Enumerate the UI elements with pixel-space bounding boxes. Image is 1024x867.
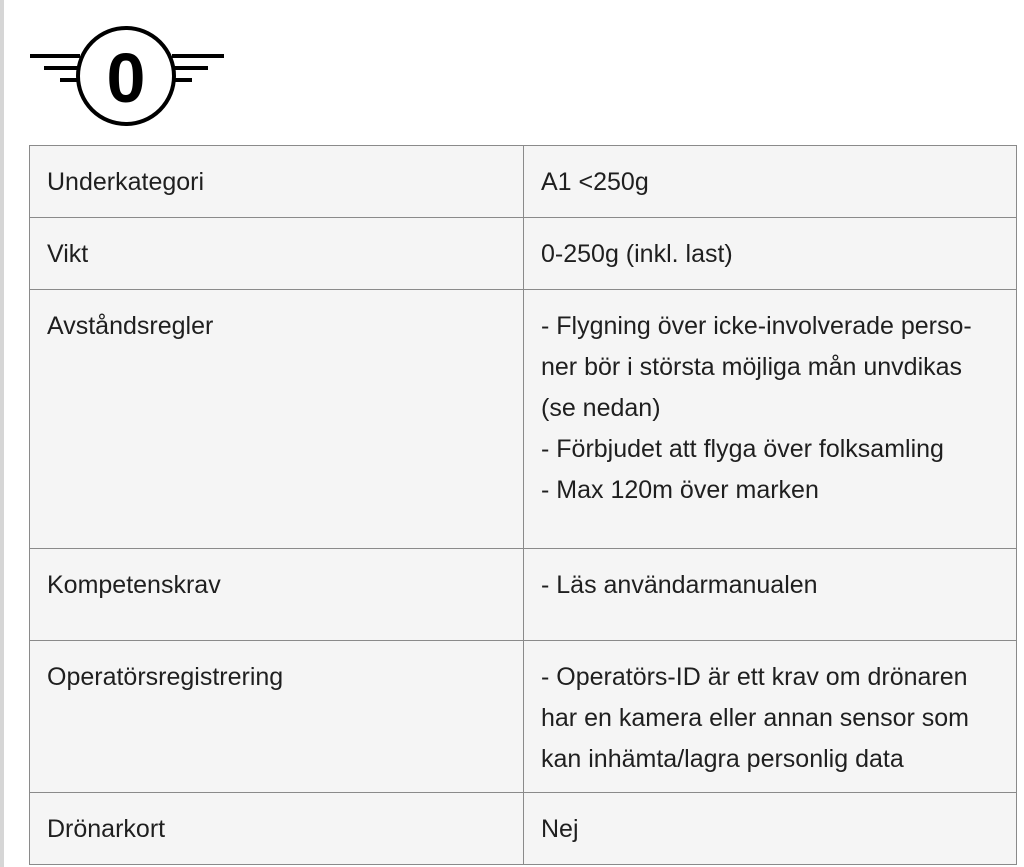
drone-category-table [29,145,1017,865]
row-label: Kompetenskrav [30,549,524,641]
class-label: 0 [106,39,146,117]
row-value [524,793,1017,865]
row-label: Avståndsregler [30,290,524,549]
table-row-underkategori [30,146,1017,218]
value-line: - Operatörs-ID är ett krav om drönaren har en kamera eller annan sensor som kan inhämta/lagra personlig data [541,663,970,773]
row-value [524,290,1017,549]
table-row-avstandsregler [30,290,1017,549]
value-line: - Förbjudet att flyga över folksamling [541,435,944,463]
value-line: - Läs användarmanualen [541,571,818,599]
table-row-dronarkort [30,793,1017,865]
value-line: A1 <250g [541,168,649,196]
value-line: - Max 120m över marken [541,476,819,504]
value-line: 0-250g (inkl. last) [541,240,733,268]
row-label: Drönarkort [30,793,524,865]
page-left-border [0,0,4,867]
row-label: Underkategori [30,146,524,218]
drone-class-0-icon [24,20,230,132]
row-value [524,218,1017,290]
value-line: - Flygning över icke-involverade perso-ner bör i största möjliga mån unvdikas (se nedan) [541,312,972,422]
row-label: Operatörsregistrering [30,641,524,793]
table-row-kompetenskrav [30,549,1017,641]
table-row-vikt [30,218,1017,290]
row-value [524,549,1017,641]
row-label: Vikt [30,218,524,290]
table-row-operatorsregistrering [30,641,1017,793]
value-line: Nej [541,815,579,843]
row-value [524,641,1017,793]
row-value [524,146,1017,218]
